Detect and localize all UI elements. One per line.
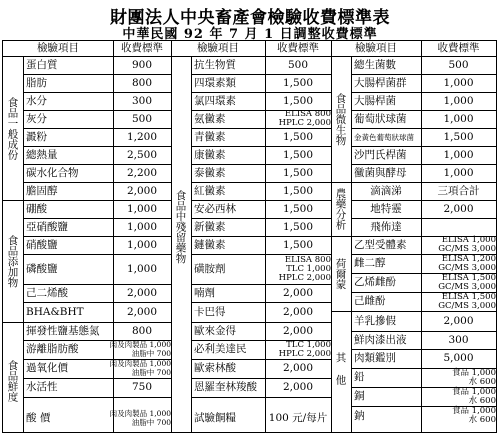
fee-table: [2, 40, 497, 433]
item-name: 氯四環素: [194, 94, 236, 107]
fee-line: ELISA 1,500: [441, 272, 496, 283]
item-name: 亞硝酸鹽: [26, 220, 68, 233]
fee-line: 油脂中 700: [131, 367, 171, 377]
fee-value: 1,500: [282, 184, 314, 197]
fee-value: 300: [448, 333, 469, 346]
item-name: 游離脂肪酸: [26, 343, 79, 355]
fee-value: 1,500: [282, 94, 314, 107]
item-name: 飛佈達: [370, 220, 402, 233]
fee-value: 2,000: [443, 202, 474, 215]
item-name: 四環素類: [194, 76, 236, 89]
fee-line: GC/MS 3,000: [438, 244, 496, 254]
fee-line: GC/MS 3,000: [438, 262, 496, 273]
fee-line: 油脂中 700: [131, 417, 171, 427]
item-name: 肉類鑑別: [354, 352, 396, 364]
fee-value: 2,500: [126, 148, 158, 161]
header-item-label: 檢驗項目: [355, 42, 397, 54]
fee-value: 1,500: [282, 166, 314, 179]
fee-line: 食品 1,000: [451, 367, 496, 378]
item-name: 試驗餇糧: [194, 412, 236, 424]
item-name: 大腸桿菌: [354, 94, 396, 107]
fee-line: GC/MS 3,000: [438, 281, 496, 292]
item-name: 紅黴素: [194, 184, 226, 197]
fee-line: GC/MS 3,000: [438, 300, 496, 311]
item-name: 乙型受體素: [354, 238, 407, 251]
item-name: 灰分: [26, 112, 47, 125]
fee-value: 500: [287, 58, 309, 71]
item-name: 總熱量: [26, 148, 58, 161]
item-name: 金黃色葡萄狀球菌: [354, 132, 414, 142]
item-name: 恩羅奎林羧酸: [194, 381, 257, 393]
fee-value: [109, 397, 175, 440]
item-name: 大腸桿菌群: [354, 76, 407, 89]
fee-line: ELISA 1,500: [441, 291, 496, 302]
fee-value: [421, 273, 500, 292]
fee-value: 2,000: [282, 362, 314, 374]
item-name: 酸 價: [26, 412, 51, 424]
fee-value: 800: [131, 324, 153, 337]
group-label: 食品一般成份: [6, 96, 19, 160]
item-name: 羊乳摻假: [354, 314, 396, 327]
item-name: 安必西林: [194, 202, 236, 215]
fee-value: 1,000: [443, 76, 474, 89]
item-name: 銅: [354, 390, 365, 402]
fee-value: 1,500: [282, 76, 314, 89]
fee-value: 2,200: [126, 166, 158, 179]
item-name: 鮮肉漆出液: [354, 333, 407, 346]
fee-value: [265, 110, 335, 128]
fee-value: [421, 387, 500, 406]
item-name: 歐索林酸: [194, 362, 236, 374]
item-name: 過氧化價: [26, 362, 68, 374]
item-name: 泰黴素: [194, 166, 226, 179]
fee-value: 1,500: [282, 202, 314, 215]
fee-value: [421, 368, 500, 387]
fee-value: 1,000: [126, 238, 158, 251]
fee-value: 500: [448, 58, 469, 71]
item-name: 雌二醇: [354, 257, 386, 269]
item-name: 脂肪: [26, 76, 47, 89]
fee-value: 1,000: [443, 148, 474, 161]
fee-value: 900: [131, 58, 153, 71]
fee-value: 1,200: [126, 130, 158, 143]
page-title: 財團法人中央畜產會檢驗收費標準表: [110, 8, 390, 28]
fee-value: 三項合計: [437, 184, 480, 197]
group-label: 農藥分析: [334, 188, 347, 230]
fee-line: 水 600: [468, 415, 496, 425]
fee-value: 1,000: [443, 166, 474, 179]
fee-line: 水 600: [468, 395, 496, 406]
fee-value: 1,000: [126, 220, 158, 233]
fee-line: 水 600: [468, 376, 496, 387]
item-name: 磺胺劑: [194, 262, 226, 275]
item-name: 碳水化合物: [26, 166, 79, 179]
fee-value: 500: [131, 112, 153, 125]
item-name: 硼酸: [26, 202, 47, 215]
item-name: 必利美達民: [194, 343, 247, 355]
fee-value: 1,000: [443, 112, 474, 125]
fee-line: 食品 1,000: [451, 406, 496, 416]
fee-value: 2,000: [126, 184, 158, 197]
item-name: 水活性: [26, 381, 58, 393]
item-name: 沙門氏桿菌: [354, 148, 407, 161]
page-subtitle: 中華民國 92 年 7 月 1 日調整收費標準: [122, 27, 378, 42]
fee-value: 2,000: [282, 286, 314, 299]
item-name: 鈉: [354, 409, 365, 422]
fee-line: 食品 1,000: [451, 386, 496, 397]
item-name: 乙烯雌酚: [354, 276, 396, 288]
item-name: 喃劑: [194, 286, 215, 299]
fee-line: HPLC 2,000: [278, 272, 331, 283]
fee-value: 2,000: [282, 305, 314, 318]
item-name: 青黴素: [194, 130, 226, 143]
fee-line: HPLC 2,000: [278, 348, 331, 359]
fee-line: TLC 1,000: [286, 339, 331, 350]
item-name: 新黴素: [194, 220, 226, 233]
item-name: 抗生物質: [194, 58, 236, 71]
item-name: 己雌酚: [354, 295, 386, 307]
fee-value: [421, 236, 500, 254]
item-name: 滴滴涕: [370, 184, 402, 197]
item-name: 揮發性鹽基態氮: [26, 324, 100, 337]
item-name: 卡巴得: [194, 305, 226, 318]
fee-value: 1,000: [126, 202, 158, 215]
item-name: 總生菌數: [354, 58, 396, 71]
group-label: 食品中殘留藥物: [174, 189, 187, 264]
fee-line: HPLC 2,000: [278, 118, 331, 128]
fee-value: [421, 254, 500, 273]
fee-value: [421, 406, 500, 426]
fee-value: 1,500: [443, 130, 474, 143]
item-name: 地特靈: [370, 202, 402, 215]
item-name: 硝酸鹽: [26, 238, 58, 251]
fee-value: 2,000: [282, 381, 314, 393]
item-name: 磷酸鹽: [26, 262, 58, 275]
fee-value: 1,500: [282, 238, 314, 251]
group-label: 食品鮮度: [6, 360, 19, 402]
fee-line: TLC 1,000: [286, 263, 331, 274]
header-fee-label: 收費標準: [437, 42, 480, 54]
fee-value: 1,500: [282, 130, 314, 143]
group-label: 其 他: [334, 352, 347, 385]
fee-value: 1,500: [282, 148, 314, 161]
item-name: 澱粉: [26, 130, 47, 143]
fee-line: 肉及肉製品 1,000: [109, 409, 171, 418]
item-name: 蛋白質: [26, 58, 58, 71]
item-name: 膽固醇: [26, 184, 58, 197]
fee-value: 300: [131, 94, 153, 107]
header-item-label: 檢驗項目: [197, 42, 239, 54]
fee-value: 1,000: [443, 94, 474, 107]
fee-line: ELISA 800: [284, 109, 331, 119]
fee-line: 肉及肉製品 1,000: [109, 359, 171, 368]
fee-value: [109, 340, 175, 359]
item-name: 鉛: [354, 371, 365, 383]
fee-value: 2,000: [282, 324, 314, 337]
item-name: 氨黴素: [194, 112, 226, 125]
item-name: 鏈黴素: [194, 238, 226, 251]
fee-value: [265, 254, 335, 284]
fee-value: [265, 340, 335, 359]
header-item-label: 檢驗項目: [37, 42, 79, 54]
fee-value: 2,000: [126, 305, 158, 318]
group-label: 荷爾蒙: [334, 257, 347, 290]
fee-value: 2,000: [443, 314, 474, 327]
item-name: 己二烯酸: [26, 286, 68, 299]
fee-value: [421, 292, 500, 311]
fee-value: 2,000: [126, 286, 158, 299]
fee-value: 800: [131, 76, 153, 89]
fee-value: 1,000: [126, 262, 158, 275]
header-fee-label: 收費標準: [277, 42, 319, 54]
fee-line: ELISA 1,000: [441, 235, 496, 245]
header-fee-label: 收費標準: [121, 42, 163, 54]
item-name: 黴菌與酵母: [354, 166, 407, 179]
group-label: 食品添加物: [6, 234, 19, 288]
fee-line: ELISA 1,200: [441, 253, 496, 264]
fee-value: [109, 359, 175, 378]
fee-value: 1,500: [282, 220, 314, 233]
fee-value: 100 元/每片: [268, 412, 328, 424]
item-name: BHA&BHT: [26, 305, 84, 318]
fee-line: 油脂中 700: [131, 348, 171, 358]
group-label: 食品微生物: [334, 92, 347, 146]
fee-value: [421, 218, 496, 236]
fee-line: ELISA 800: [284, 254, 331, 265]
item-name: 葡萄狀球菌: [354, 112, 407, 125]
fee-line: 肉及肉製品 1,000: [109, 340, 171, 349]
item-name: 歐來金得: [194, 324, 236, 337]
item-name: 水分: [26, 94, 47, 107]
item-name: 康黴素: [194, 148, 226, 161]
fee-value: 5,000: [443, 352, 474, 364]
fee-value: 750: [131, 381, 153, 393]
